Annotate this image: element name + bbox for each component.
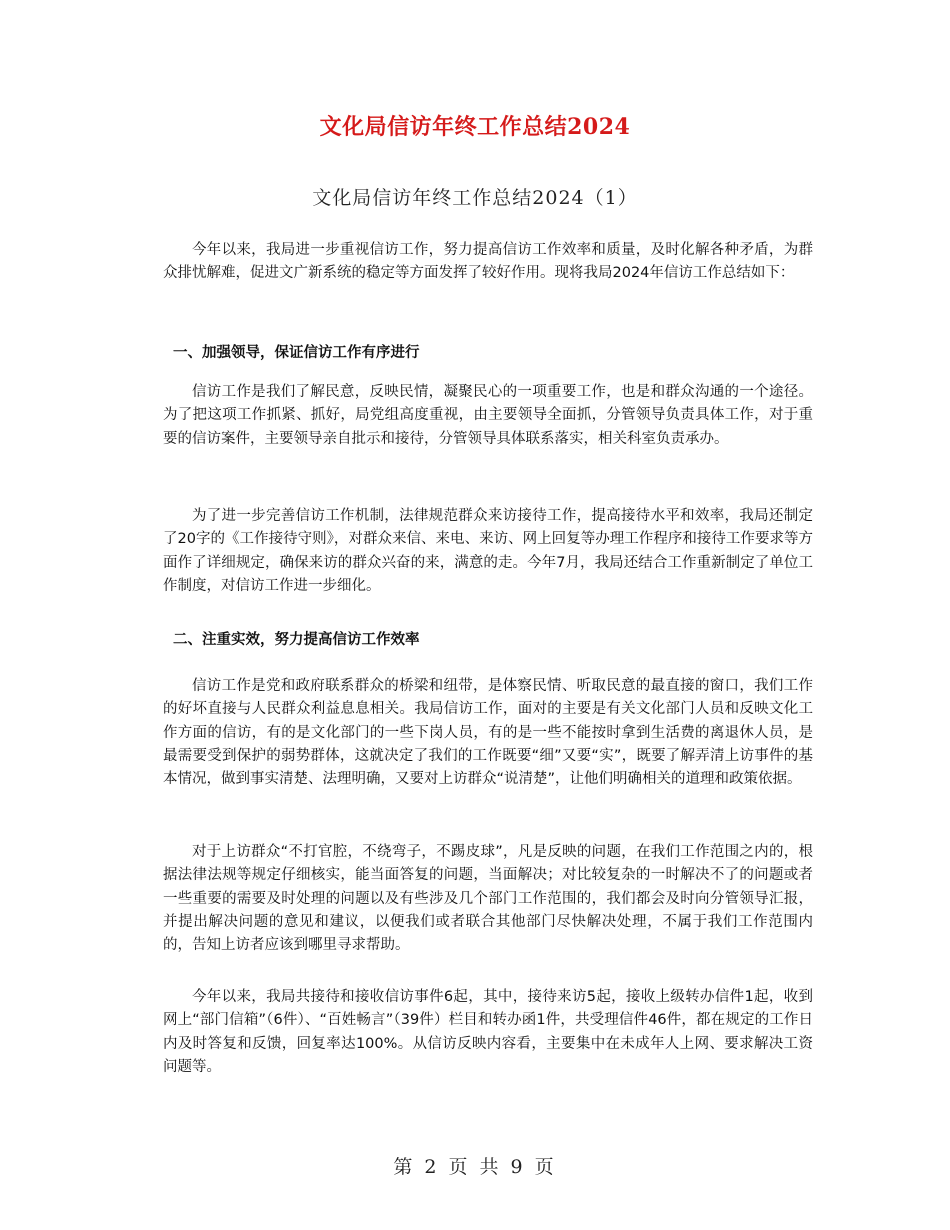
paragraph-mechanism: 为了进一步完善信访工作机制，法律规范群众来访接待工作，提高接待水平和效率，我局还制定了20字的《工作接待守则》，对群众来信、来电、来访、网上回复等办理工作程序和接待工作要求等方面作了详细规定，确保来访的群众兴奋的来，满意的走。今年7月，我局还结合工作重新制定了单位工作制度，对信访工作进一步细化。	[163, 508, 813, 594]
document-subtitle: 文化局信访年终工作总结2024（1）	[312, 187, 638, 209]
paragraph-intro: 今年以来，我局进一步重视信访工作，努力提高信访工作效率和质量，及时化解各种矛盾，为群众排忧解难，促进文广新系统的稳定等方面发挥了较好作用。现将我局2024年信访工作总结如下：	[163, 242, 813, 282]
page-number-footer: 第 2 页 共 9 页	[393, 1156, 557, 1178]
paragraph-effectiveness: 信访工作是党和政府联系群众的桥梁和纽带，是体察民情、听取民意的最直接的窗口，我们工作的好坏直接与人民群众利益息息相关。我局信访工作，面对的主要是有关文化部门人员和反映文化工作方面的信访，有的是文化部门的一些下岗人员，有的是一些不能按时拿到生活费的离退休人员，是最需要受到保护的弱势群体，这就决定了我们的工作既要“细”又要“实”，既要了解弄清上访事件的基本情况，做到事实清楚、法理明确，又要对上访群众“说清楚”，让他们明确相关的道理和政策依据。	[163, 678, 813, 788]
section-heading-1: 一、加强领导，保证信访工作有序进行	[173, 345, 420, 361]
paragraph-leadership: 信访工作是我们了解民意，反映民情，凝聚民心的一项重要工作，也是和群众沟通的一个途径。为了把这项工作抓紧、抓好，局党组高度重视，由主要领导全面抓，分管领导负责具体工作，对于重要的信访案件，主要领导亲自批示和接待，分管领导具体联系落实，相关科室负责承办。	[163, 384, 813, 447]
section-heading-2: 二、注重实效，努力提高信访工作效率	[173, 632, 420, 648]
paragraph-statistics: 今年以来，我局共接待和接收信访事件6起，其中，接待来访5起，接收上级转办信件1起，收到网上“部门信箱”（6件）、“百姓畅言”（39件）栏目和转办函1件，共受理信件46件，都在规定的工作日内及时答复和反馈，回复率达100%。从信访反映内容看，主要集中在未成年人上网、要求解决工资问题等。	[163, 989, 813, 1075]
paragraph-handling: 对于上访群众“不打官腔，不绕弯子，不踢皮球”，凡是反映的问题，在我们工作范围之内的，根据法律法规等规定仔细核实，能当面答复的问题，当面解决；对比较复杂的一时解决不了的问题或者一些重要的需要及时处理的问题以及有些涉及几个部门工作范围的，我们都会及时向分管领导汇报，并提出解决问题的意见和建议，以便我们或者联合其他部门尽快解决处理，不属于我们工作范围内的，告知上访者应该到哪里寻求帮助。	[163, 844, 813, 954]
document-title: 文化局信访年终工作总结2024	[319, 114, 631, 140]
